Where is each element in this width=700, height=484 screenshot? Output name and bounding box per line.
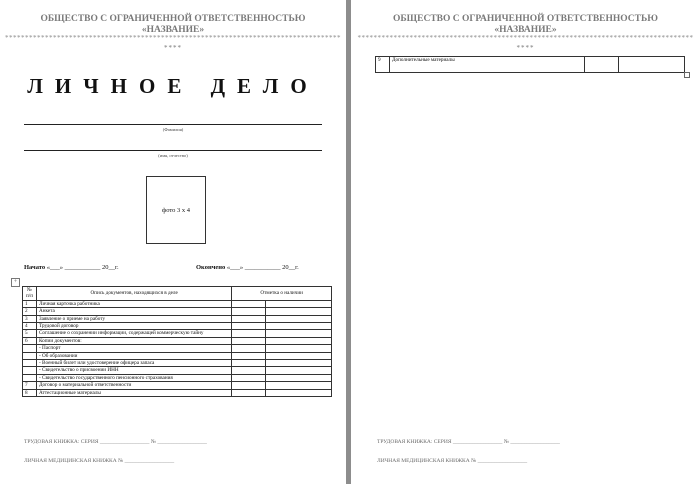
- row-mark-cell[interactable]: [585, 57, 619, 73]
- row-mark-cell[interactable]: [266, 345, 332, 352]
- row-num: 1: [23, 300, 37, 307]
- table-row: [23, 389, 332, 396]
- row-mark-cell[interactable]: [232, 345, 266, 352]
- table-row: [23, 352, 332, 359]
- row-mark-cell[interactable]: [266, 389, 332, 396]
- row-description: Заявление о приеме на работу: [36, 315, 231, 322]
- row-num: [23, 367, 37, 374]
- row-num: [23, 360, 37, 367]
- surname-caption: (Фамилия): [162, 127, 184, 132]
- row-mark-cell[interactable]: [266, 308, 332, 315]
- header-dots-divider: ************************************************************************************: [5, 34, 341, 42]
- row-mark-cell[interactable]: [232, 323, 266, 330]
- row-mark-cell[interactable]: [232, 315, 266, 322]
- row-description: - Военный билет или удостоверение офицера запаса: [36, 360, 231, 367]
- row-mark-cell[interactable]: [232, 337, 266, 344]
- document-page-1: [0, 0, 346, 484]
- table-row: [23, 300, 332, 307]
- row-mark-cell[interactable]: [266, 315, 332, 322]
- ended-value: «___» ___________ 20__г.: [226, 264, 299, 271]
- photo-box: [146, 176, 206, 244]
- row-description: - Об образовании: [36, 352, 231, 359]
- table-header-row: [23, 287, 332, 301]
- row-mark-cell[interactable]: [266, 352, 332, 359]
- name-caption: (имя, отчество): [158, 153, 188, 158]
- row-description: Копии документов:: [36, 337, 231, 344]
- row-mark-cell[interactable]: [232, 300, 266, 307]
- documents-table: [22, 286, 332, 397]
- started-value: «___» ___________ 20__г.: [46, 264, 119, 271]
- row-description: - Свидетельство государственного пенсионного страхования: [36, 374, 231, 381]
- row-description: - Паспорт: [36, 345, 231, 352]
- ended-date: [196, 264, 299, 271]
- row-mark-cell[interactable]: [266, 374, 332, 381]
- row-num: 9: [376, 57, 390, 73]
- table-row: [23, 337, 332, 344]
- ended-label: Окончено: [196, 264, 226, 271]
- row-description: Трудовой договор: [36, 323, 231, 330]
- row-description: Соглашение о сохранении информации, содержащей коммерческую тайну: [36, 330, 231, 337]
- row-mark-cell[interactable]: [232, 374, 266, 381]
- row-mark-cell[interactable]: [232, 360, 266, 367]
- table-resize-handle[interactable]: [684, 72, 690, 78]
- table-row: [23, 367, 332, 374]
- row-mark-cell[interactable]: [619, 57, 685, 73]
- table-row: [23, 323, 332, 330]
- medical-book-line: ЛИЧНАЯ МЕДИЦИНСКАЯ КНИЖКА № __________________: [24, 458, 175, 464]
- header-dots-divider-2: ************************************************************************************: [357, 34, 694, 42]
- organization-header-2: [351, 14, 700, 36]
- row-num: [23, 345, 37, 352]
- row-mark-cell[interactable]: [232, 382, 266, 389]
- row-num: [23, 352, 37, 359]
- table-row: [23, 374, 332, 381]
- row-num: 2: [23, 308, 37, 315]
- started-date: [24, 264, 119, 271]
- row-description: Личная карточка работника: [36, 300, 231, 307]
- name-line[interactable]: [24, 150, 322, 151]
- row-num: 5: [23, 330, 37, 337]
- table-row: [376, 57, 685, 73]
- row-mark-cell[interactable]: [232, 352, 266, 359]
- header-stars: ****: [164, 44, 182, 52]
- row-num: 8: [23, 389, 37, 396]
- document-title: ЛИЧНОЕ ДЕЛО: [27, 74, 319, 98]
- row-num: [23, 374, 37, 381]
- row-num: 6: [23, 337, 37, 344]
- table-row: [23, 315, 332, 322]
- row-mark-cell[interactable]: [266, 382, 332, 389]
- header-mark: Отметка о наличии: [232, 287, 332, 301]
- labor-book-line-2: ТРУДОВАЯ КНИЖКА: СЕРИЯ __________________ № __________________: [377, 439, 560, 445]
- document-page-2: [351, 0, 700, 484]
- header-stars-2: ****: [516, 44, 535, 52]
- row-description: Анкета: [36, 308, 231, 315]
- medical-book-line-2: ЛИЧНАЯ МЕДИЦИНСКАЯ КНИЖКА № __________________: [377, 458, 528, 464]
- table-move-handle-icon[interactable]: +: [11, 278, 20, 287]
- row-mark-cell[interactable]: [232, 389, 266, 396]
- header-description: Опись документов, находящихся в деле: [36, 287, 231, 301]
- started-label: Начато: [24, 264, 46, 271]
- row-mark-cell[interactable]: [232, 367, 266, 374]
- row-num: 4: [23, 323, 37, 330]
- row-mark-cell[interactable]: [266, 323, 332, 330]
- row-description: Дополнительные материалы: [389, 57, 584, 73]
- row-description: Аттестационные материалы: [36, 389, 231, 396]
- row-description: Договор о материальной ответственности: [36, 382, 231, 389]
- row-mark-cell[interactable]: [266, 330, 332, 337]
- organization-header: [0, 14, 346, 36]
- row-description: - Свидетельство о присвоении ИНН: [36, 367, 231, 374]
- row-mark-cell[interactable]: [232, 330, 266, 337]
- organization-name-2: ОБЩЕСТВО С ОГРАНИЧЕННОЙ ОТВЕТСТВЕННОСТЬЮ: [393, 14, 658, 24]
- organization-title-2: «НАЗВАНИЕ»: [494, 25, 557, 35]
- surname-line[interactable]: [24, 124, 322, 125]
- organization-title: «НАЗВАНИЕ»: [141, 25, 205, 35]
- row-mark-cell[interactable]: [232, 308, 266, 315]
- table-row: [23, 360, 332, 367]
- documents-table-continued: [375, 56, 685, 73]
- labor-book-line: ТРУДОВАЯ КНИЖКА: СЕРИЯ __________________ № __________________: [24, 439, 207, 445]
- row-mark-cell[interactable]: [266, 367, 332, 374]
- table-row: [23, 345, 332, 352]
- row-mark-cell[interactable]: [266, 337, 332, 344]
- row-mark-cell[interactable]: [266, 300, 332, 307]
- table-row: [23, 330, 332, 337]
- row-mark-cell[interactable]: [266, 360, 332, 367]
- table-row: [23, 382, 332, 389]
- row-num: 7: [23, 382, 37, 389]
- photo-label: фото 3 х 4: [161, 206, 190, 214]
- header-num: № п/п: [23, 287, 37, 301]
- organization-name: ОБЩЕСТВО С ОГРАНИЧЕННОЙ ОТВЕТСТВЕННОСТЬЮ: [40, 14, 306, 24]
- row-num: 3: [23, 315, 37, 322]
- table-row: [23, 308, 332, 315]
